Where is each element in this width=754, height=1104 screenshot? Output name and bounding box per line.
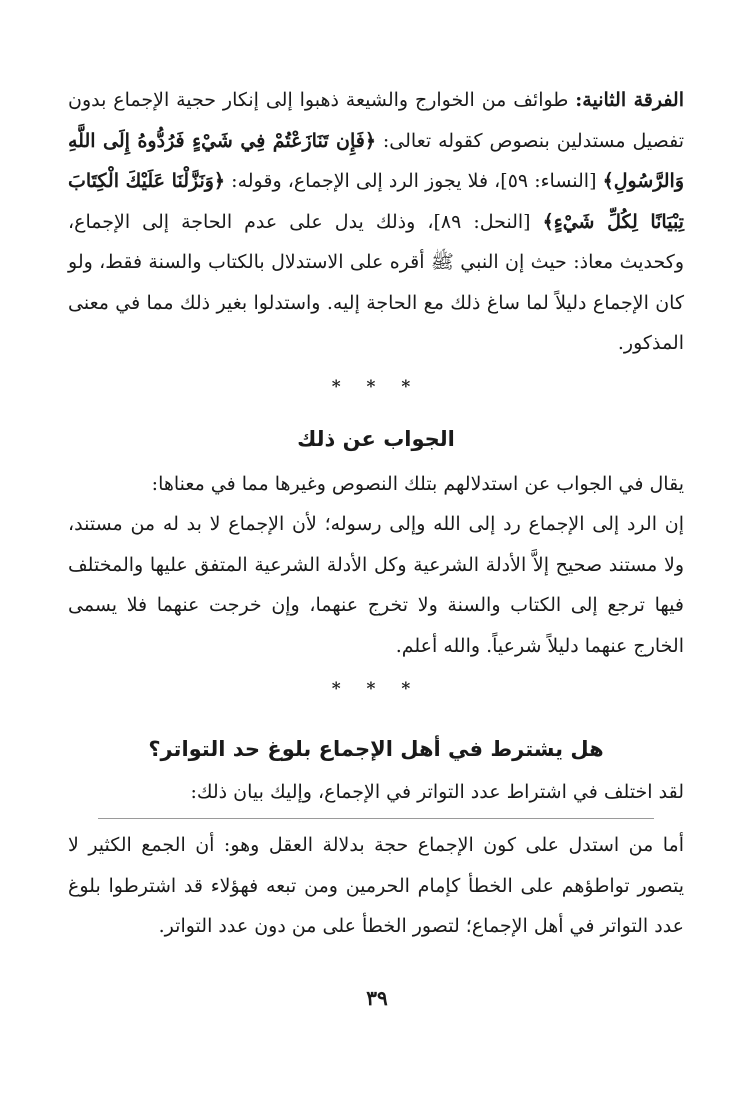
- page-content: [68, 80, 684, 947]
- section-divider: * * *: [331, 679, 421, 699]
- paragraph-second-sect: [68, 80, 684, 364]
- paragraph-text: [النساء: ٥٩]، فلا يجوز الرد إلى الإجماع، وقوله:: [225, 170, 603, 192]
- horizontal-rule: [98, 818, 654, 819]
- paragraph-body: أما من استدل على كون الإجماع حجة بدلالة العقل وهو: أن الجمع الكثير لا يتصور تواطؤهم على الخطأ كإمام الحرمين ومن تبعه فهؤلاء قد اشترطوا بلوغ عدد التواتر في أهل الإجماع؛ لتصور الخطأ على من دون عدد التواتر.: [68, 834, 684, 937]
- page-number: ٣٩: [366, 986, 388, 1010]
- paragraph-text: طوائف من الخوارج والشيعة ذهبوا إلى إنكار حجية الإجماع بدون تفصيل مستدلين بنصوص كقوله تعالى:: [68, 89, 684, 152]
- section-heading: الجواب عن ذلك: [297, 426, 455, 451]
- paragraph-answer: إن الرد إلى الإجماع رد إلى الله وإلى رسوله؛ لأن الإجماع لا بد له من مستند، ولا مستند صحيح إلاَّ الأدلة الشرعية وكل الأدلة الشرعية المتفق عليها والمختلف فيها ترجع إلى الكتاب والسنة ولا تخرج عنهما، وإن خرجت عنهما فلا يسمى الخارج عنهما دليلاً شرعياً. والله أعلم.: [68, 513, 684, 657]
- section-divider: * * *: [331, 376, 421, 397]
- quran-verse: ﴿فَإِن تَنَازَعْتُمْ فِي شَيْءٍ فَرُدُّوهُ إِلَى اللَّهِ وَالرَّسُولِ﴾: [68, 129, 685, 192]
- paragraph-lead: الفرقة الثانية:: [575, 89, 684, 111]
- paragraph-intro: يقال في الجواب عن استدلالهم بتلك النصوص وغيرها مما في معناها:: [151, 472, 684, 495]
- paragraph-text: [النحل: ٨٩]، وذلك يدل على عدم الحاجة إلى الإجماع، وكحديث معاذ: حيث إن النبي ﷺ أقره على الاستدلال بالكتاب والسنة فقط، ولو كان الإجماع دليلاً لما ساغ ذلك مع الحاجة إليه. واستدلوا بغير ذلك مما في معنى المذكور.: [68, 210, 684, 354]
- quran-verse: ﴿وَنَزَّلْنَا عَلَيْكَ الْكِتَابَ تِبْيَانًا لِكُلِّ شَيْءٍ﴾: [68, 170, 684, 233]
- paragraph-intro: لقد اختلف في اشتراط عدد التواتر في الإجماع، وإليك بيان ذلك:: [190, 781, 684, 803]
- section-heading: هل يشترط في أهل الإجماع بلوغ حد التواتر؟: [148, 737, 604, 761]
